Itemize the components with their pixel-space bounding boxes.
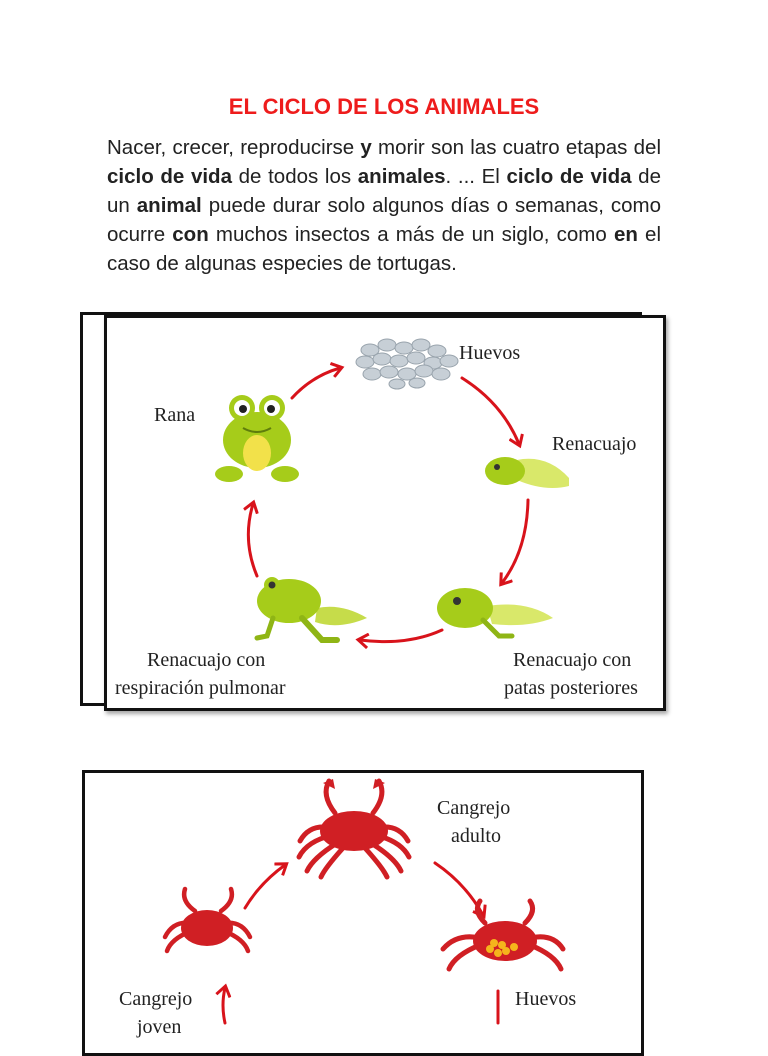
label-young-crab-line2: joven [137,1016,182,1038]
paragraph-run: animales [357,165,446,188]
arrow-lungs-to-frog [248,504,257,576]
frog-icon [215,395,299,482]
arrow-up-to-young [223,988,225,1023]
paragraph-run: y [360,136,372,159]
crab-cycle-figure [82,770,644,1056]
page-title: EL CICLO DE LOS ANIMALES [228,94,540,119]
crab-cycle-arrows [223,863,498,1023]
paragraph-run: puede durar solo algunos días o semanas, como ocurre [107,194,661,246]
tadpole-icon [485,457,569,488]
arrow-frog-to-eggs [292,368,340,398]
intro-paragraph [107,133,661,278]
froglet-icon [257,577,367,640]
arrow-hindlegs-to-lungs [360,630,442,642]
paragraph-run: muchos insectos a más de un siglo, como [208,223,614,246]
label-hind-legs-line1: Renacuajo con [513,649,632,671]
arrow-young-to-adult [245,865,285,908]
label-frog: Rana [154,404,196,426]
frog-cycle-figure [104,315,666,711]
paragraph-run: de un [107,165,661,217]
paragraph-run: ciclo de vida [506,165,632,188]
paragraph-run: morir son las cuatro etapas del [371,136,662,159]
paragraph-run: con [172,223,209,246]
paragraph-run: en [613,223,638,246]
paragraph-run: ciclo de vida [107,165,232,188]
label-eggs: Huevos [459,342,521,364]
tadpole-hind-legs-icon [437,588,553,636]
label-crab-eggs: Huevos [515,988,577,1010]
label-hind-legs-line2: patas posteriores [504,677,638,699]
young-crab-icon [165,889,250,951]
paragraph-run: de todos los [231,165,358,188]
eggs-icon [356,339,458,389]
label-young-crab-line1: Cangrejo [119,988,193,1010]
label-lungs-line2: respiración pulmonar [115,677,286,699]
arrow-eggs-to-tadpole [462,378,519,444]
adult-crab-body [320,811,388,851]
arrow-tadpole-to-hindlegs [502,500,528,583]
label-adult-crab-line1: Cangrejo [437,797,511,819]
paragraph-run: . ... El [445,165,507,188]
paragraph-run: Nacer, crecer, reproducirse [107,136,361,159]
crab-with-eggs-icon [443,901,563,969]
paragraph-run: animal [136,194,202,217]
paragraph-run: el caso de algunas especies de tortugas. [107,223,661,275]
label-adult-crab-line2: adulto [451,825,501,847]
label-lungs-line1: Renacuajo con [147,649,266,671]
label-tadpole: Renacuajo [552,433,637,455]
